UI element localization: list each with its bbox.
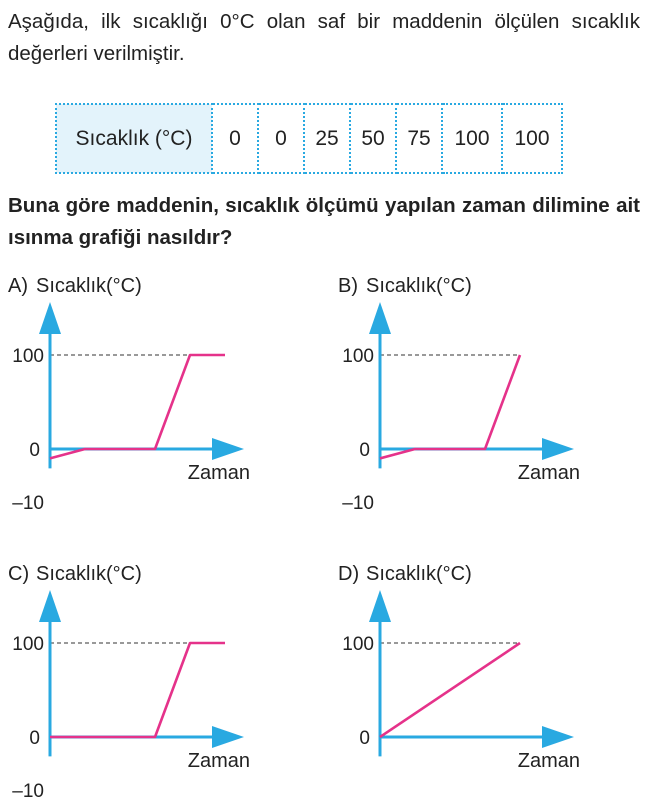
- tick-label-minus10: –10: [12, 781, 44, 802]
- x-axis-label: Zaman: [187, 750, 250, 772]
- tick-label-0: 0: [359, 728, 370, 749]
- table-cell: 75: [396, 104, 442, 173]
- y-axis-label: Sıcaklık(°C): [366, 275, 472, 297]
- y-axis-label: Sıcaklık(°C): [36, 275, 142, 297]
- table-cell: 100: [442, 104, 502, 173]
- tick-label-minus10: –10: [12, 493, 44, 514]
- heating-curve-line: [50, 355, 225, 458]
- table-row: [56, 104, 562, 173]
- option-c-graph: [0, 556, 320, 806]
- table-cell: 0: [212, 104, 258, 173]
- plot-area: [369, 302, 574, 468]
- tick-label-100: 100: [342, 634, 374, 655]
- option-letter: D): [338, 563, 360, 585]
- option-b-graph: [330, 268, 648, 518]
- intro-text: Aşağıda, ilk sıcaklığı 0°C olan saf bir maddenin ölçülen sıcaklık değerleri verilmiştir.: [8, 10, 640, 65]
- tick-label-100: 100: [342, 346, 374, 367]
- option-letter: B): [338, 275, 358, 297]
- tick-label-0: 0: [359, 440, 370, 461]
- plot-area: [369, 590, 574, 756]
- option-letter: A): [8, 275, 28, 297]
- table-cell: 0: [258, 104, 304, 173]
- tick-label-100: 100: [12, 634, 44, 655]
- x-axis-arrow-icon: [542, 438, 574, 460]
- plot-area: [39, 302, 244, 468]
- table-cell: 25: [304, 104, 350, 173]
- y-axis-label: Sıcaklık(°C): [36, 563, 142, 585]
- tick-label-100: 100: [12, 346, 44, 367]
- option-d-graph: [330, 556, 648, 806]
- x-axis-arrow-icon: [212, 438, 244, 460]
- table-cell: 50: [350, 104, 396, 173]
- heating-curve-line: [380, 355, 520, 458]
- tick-label-minus10: –10: [342, 493, 374, 514]
- temperature-table: [55, 103, 563, 174]
- tick-label-0: 0: [29, 728, 40, 749]
- y-axis-arrow-icon: [39, 302, 61, 334]
- question-text: Buna göre maddenin, sıcaklık ölçümü yapılan zaman dilimine ait ısınma grafiği nasıldır?: [8, 194, 640, 249]
- option-a-graph: [0, 268, 320, 518]
- y-axis-label: Sıcaklık(°C): [366, 563, 472, 585]
- option-letter: C): [8, 563, 30, 585]
- table-cell: 100: [502, 104, 562, 173]
- x-axis-arrow-icon: [542, 726, 574, 748]
- x-axis-label: Zaman: [517, 462, 580, 484]
- x-axis-label: Zaman: [187, 462, 250, 484]
- x-axis-arrow-icon: [212, 726, 244, 748]
- heating-curve-line: [380, 643, 520, 737]
- table-header-cell: Sıcaklık (°C): [56, 104, 212, 173]
- x-axis-label: Zaman: [517, 750, 580, 772]
- heating-curve-line: [50, 643, 225, 737]
- plot-area: [39, 590, 244, 756]
- y-axis-arrow-icon: [369, 302, 391, 334]
- y-axis-arrow-icon: [39, 590, 61, 622]
- tick-label-0: 0: [29, 440, 40, 461]
- y-axis-arrow-icon: [369, 590, 391, 622]
